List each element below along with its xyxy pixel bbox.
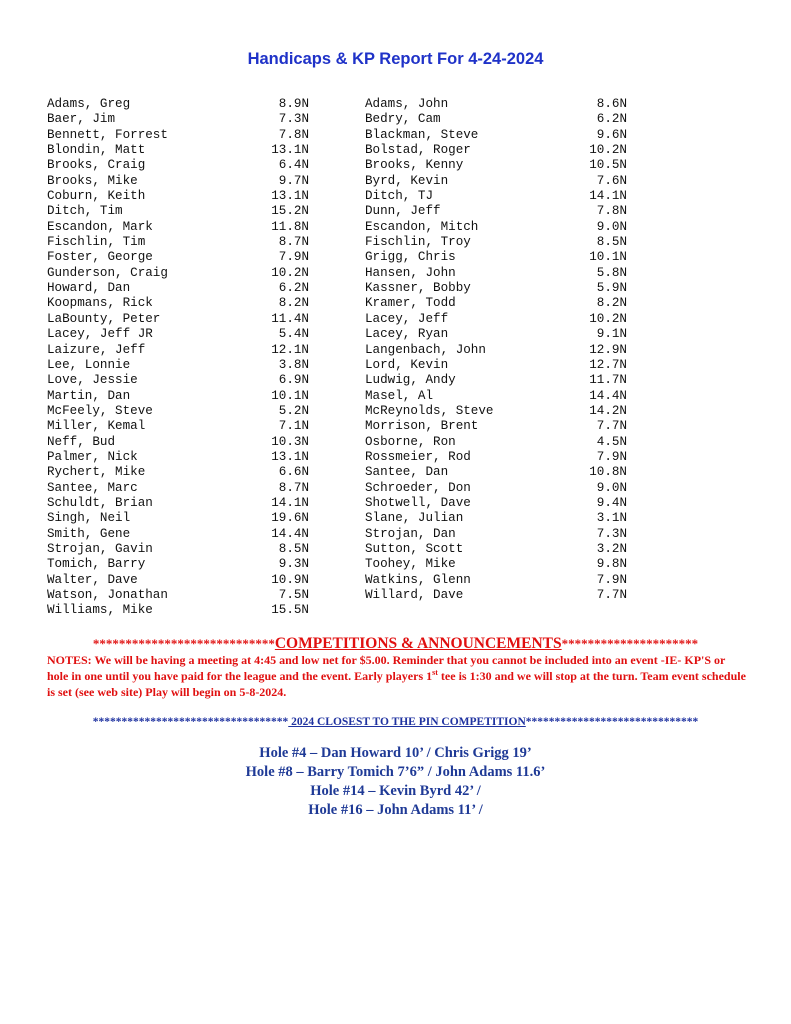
player-name: Palmer, Nick [47, 449, 138, 464]
handicap-row [365, 327, 627, 342]
player-handicap: 7.8N [278, 127, 309, 142]
player-name: Adams, Greg [47, 97, 131, 111]
player-name: Rychert, Mike [47, 465, 146, 480]
player-handicap: 7.3N [278, 112, 309, 127]
player-name: Schroeder, Don [365, 480, 471, 495]
handicap-row [47, 250, 309, 265]
player-name: Slane, Julian [365, 511, 464, 526]
handicap-row [47, 358, 309, 373]
player-handicap: 14.4N [589, 388, 627, 403]
player-handicap: 3.2N [596, 541, 627, 556]
player-name: Gunderson, Craig [47, 265, 168, 280]
player-name: Ditch, Tim [47, 204, 123, 219]
player-handicap: 10.2N [589, 311, 627, 326]
handicap-row [47, 143, 309, 158]
handicap-row [365, 573, 627, 588]
handicap-list-left [47, 97, 309, 619]
player-name: McReynolds, Steve [365, 403, 494, 418]
player-handicap: 7.8N [596, 204, 627, 219]
player-name: Masel, Al [365, 388, 434, 403]
player-name: Ludwig, Andy [365, 373, 456, 388]
player-handicap: 13.1N [271, 189, 309, 204]
player-name: Byrd, Kevin [365, 173, 449, 188]
handicap-row [47, 404, 309, 419]
player-handicap: 8.7N [278, 235, 309, 250]
player-handicap: 3.8N [278, 357, 309, 372]
handicap-row [365, 542, 627, 557]
notes-text-part2: tee is 1:30 and we will stop at the turn. Team event schedule is set (see web site) Play will begin on 5-8-2024. [47, 668, 746, 699]
handicap-row [365, 296, 627, 311]
player-handicap: 8.6N [596, 97, 627, 111]
player-name: Strojan, Dan [365, 526, 456, 541]
player-name: Lacey, Jeff [365, 311, 449, 326]
player-name: Blondin, Matt [47, 143, 146, 158]
player-handicap: 9.0N [596, 219, 627, 234]
handicap-row [47, 266, 309, 281]
handicap-row [365, 358, 627, 373]
player-handicap: 10.2N [589, 143, 627, 158]
announcement-notes [47, 653, 747, 700]
handicap-row [365, 235, 627, 250]
player-name: McFeely, Steve [47, 403, 153, 418]
kp-hole-line: Hole #4 – Dan Howard 10’ / Chris Grigg 19’ [259, 745, 532, 761]
player-name: LaBounty, Peter [47, 311, 161, 326]
player-handicap: 5.4N [278, 327, 309, 342]
player-name: Tomich, Barry [47, 557, 146, 572]
handicap-row [365, 174, 627, 189]
player-name: Miller, Kemal [47, 419, 146, 434]
player-name: Howard, Dan [47, 281, 131, 296]
kp-results [0, 744, 791, 820]
notes-text-part1: NOTES: We will be having a meeting at 4:45 and low net for $5.00. Reminder that you cannot be included into an event -IE- KP'S or hole in one until you have paid for the league and the event. Early players 1 [47, 653, 726, 683]
handicap-row [47, 419, 309, 434]
player-handicap: 8.7N [278, 480, 309, 495]
player-name: Watkins, Glenn [365, 572, 471, 587]
handicap-row [365, 281, 627, 296]
handicap-row [47, 97, 309, 112]
handicap-row [365, 527, 627, 542]
handicap-row [365, 189, 627, 204]
player-handicap: 7.6N [596, 173, 627, 188]
player-name: Rossmeier, Rod [365, 449, 471, 464]
player-name: Bolstad, Roger [365, 143, 471, 158]
player-handicap: 10.8N [589, 465, 627, 480]
player-handicap: 6.6N [278, 465, 309, 480]
handicap-row [47, 128, 309, 143]
handicap-row [365, 557, 627, 572]
handicap-row [47, 158, 309, 173]
handicap-row [365, 465, 627, 480]
handicap-row [365, 204, 627, 219]
player-handicap: 7.7N [596, 588, 627, 602]
player-name: Kassner, Bobby [365, 281, 471, 296]
player-name: Schuldt, Brian [47, 495, 153, 510]
player-handicap: 6.2N [596, 112, 627, 127]
player-name: Brooks, Mike [47, 173, 138, 188]
player-name: Santee, Dan [365, 465, 449, 480]
handicap-row [47, 389, 309, 404]
player-handicap: 12.7N [589, 357, 627, 372]
handicap-row [47, 281, 309, 296]
player-name: Laizure, Jeff [47, 342, 146, 357]
player-name: Baer, Jim [47, 112, 116, 127]
player-name: Walter, Dave [47, 572, 138, 587]
kp-hole-line: Hole #16 – John Adams 11’ / [308, 802, 483, 818]
handicap-row [47, 573, 309, 588]
player-handicap: 15.2N [271, 204, 309, 219]
player-name: Williams, Mike [47, 603, 153, 618]
handicap-row [365, 481, 627, 496]
handicap-row [365, 158, 627, 173]
player-name: Lee, Lonnie [47, 357, 131, 372]
player-name: Adams, John [365, 97, 449, 111]
player-name: Lord, Kevin [365, 357, 449, 372]
handicap-row [47, 527, 309, 542]
handicap-row [365, 97, 627, 112]
player-name: Koopmans, Rick [47, 296, 153, 311]
handicap-row [47, 312, 309, 327]
handicap-row [47, 327, 309, 342]
player-handicap: 10.5N [589, 158, 627, 173]
player-name: Hansen, John [365, 265, 456, 280]
player-handicap: 8.9N [278, 97, 309, 111]
player-handicap: 14.2N [589, 403, 627, 418]
player-name: Fischlin, Tim [47, 235, 146, 250]
player-name: Osborne, Ron [365, 434, 456, 449]
stars-right: ********************* [561, 636, 699, 651]
player-handicap: 7.9N [278, 250, 309, 265]
handicap-row [47, 603, 309, 618]
handicap-row [365, 343, 627, 358]
player-name: Brooks, Kenny [365, 158, 464, 173]
handicap-row [365, 389, 627, 404]
player-handicap: 13.1N [271, 449, 309, 464]
handicap-row [365, 250, 627, 265]
player-handicap: 4.5N [596, 434, 627, 449]
handicap-row [47, 496, 309, 511]
player-handicap: 15.5N [271, 603, 309, 618]
player-handicap: 8.5N [596, 235, 627, 250]
handicap-row [47, 296, 309, 311]
player-handicap: 12.1N [271, 342, 309, 357]
player-name: Watson, Jonathan [47, 588, 168, 602]
player-name: Ditch, TJ [365, 189, 434, 204]
player-handicap: 5.9N [596, 281, 627, 296]
player-name: Lacey, Jeff JR [47, 327, 153, 342]
player-name: Langenbach, John [365, 342, 486, 357]
player-handicap: 8.2N [278, 296, 309, 311]
handicap-row [365, 143, 627, 158]
handicap-row [47, 481, 309, 496]
player-name: Fischlin, Troy [365, 235, 471, 250]
player-name: Bedry, Cam [365, 112, 441, 127]
player-name: Escandon, Mark [47, 219, 153, 234]
player-handicap: 9.3N [278, 557, 309, 572]
player-handicap: 10.9N [271, 572, 309, 587]
handicap-row [365, 112, 627, 127]
player-name: Toohey, Mike [365, 557, 456, 572]
handicap-row [47, 511, 309, 526]
handicap-row [365, 511, 627, 526]
player-handicap: 8.5N [278, 541, 309, 556]
handicap-list-right [365, 97, 627, 603]
player-handicap: 7.7N [596, 419, 627, 434]
player-handicap: 7.3N [596, 526, 627, 541]
player-name: Escandon, Mitch [365, 219, 479, 234]
player-handicap: 9.1N [596, 327, 627, 342]
player-handicap: 10.3N [271, 434, 309, 449]
player-name: Kramer, Todd [365, 296, 456, 311]
player-handicap: 6.2N [278, 281, 309, 296]
handicap-row [365, 404, 627, 419]
player-name: Morrison, Brent [365, 419, 479, 434]
player-handicap: 11.7N [589, 373, 627, 388]
player-handicap: 7.1N [278, 419, 309, 434]
player-handicap: 7.9N [596, 572, 627, 587]
stars-left: **************************** [92, 636, 275, 651]
player-handicap: 7.9N [596, 449, 627, 464]
handicap-row [365, 266, 627, 281]
player-handicap: 19.6N [271, 511, 309, 526]
player-handicap: 9.4N [596, 495, 627, 510]
player-name: Shotwell, Dave [365, 495, 471, 510]
player-handicap: 6.9N [278, 373, 309, 388]
handicap-row [47, 235, 309, 250]
handicap-row [47, 174, 309, 189]
kp-title: 2024 CLOSEST TO THE PIN COMPETITION [288, 716, 526, 728]
player-name: Willard, Dave [365, 588, 464, 602]
player-handicap: 8.2N [596, 296, 627, 311]
player-name: Martin, Dan [47, 388, 131, 403]
player-name: Foster, George [47, 250, 153, 265]
player-handicap: 5.8N [596, 265, 627, 280]
handicap-row [47, 465, 309, 480]
player-handicap: 6.4N [278, 158, 309, 173]
handicap-row [47, 189, 309, 204]
notes-superscript: st [432, 667, 438, 677]
player-handicap: 10.2N [271, 265, 309, 280]
player-handicap: 14.4N [271, 526, 309, 541]
player-name: Grigg, Chris [365, 250, 456, 265]
player-name: Neff, Bud [47, 434, 116, 449]
kp-stars-right: ****************************** [525, 716, 699, 728]
kp-stars-left: ********************************** [92, 716, 289, 728]
handicap-row [365, 588, 627, 603]
handicap-row [47, 373, 309, 388]
handicap-row [365, 220, 627, 235]
player-name: Bennett, Forrest [47, 127, 168, 142]
player-name: Smith, Gene [47, 526, 131, 541]
player-name: Singh, Neil [47, 511, 131, 526]
handicap-row [47, 204, 309, 219]
handicap-row [365, 373, 627, 388]
player-handicap: 10.1N [589, 250, 627, 265]
kp-hole-line: Hole #14 – Kevin Byrd 42’ / [310, 783, 481, 799]
player-handicap: 11.8N [271, 219, 309, 234]
handicap-row [47, 588, 309, 603]
player-name: Love, Jessie [47, 373, 138, 388]
player-handicap: 10.1N [271, 388, 309, 403]
handicap-row [47, 220, 309, 235]
player-handicap: 9.7N [278, 173, 309, 188]
kp-hole-line: Hole #8 – Barry Tomich 7’6” / John Adams 11.6’ [245, 764, 546, 780]
player-name: Coburn, Keith [47, 189, 146, 204]
player-name: Sutton, Scott [365, 541, 464, 556]
player-name: Dunn, Jeff [365, 204, 441, 219]
player-handicap: 9.0N [596, 480, 627, 495]
handicap-row [365, 312, 627, 327]
player-handicap: 14.1N [271, 495, 309, 510]
handicap-row [365, 450, 627, 465]
player-name: Brooks, Craig [47, 158, 146, 173]
handicap-row [47, 112, 309, 127]
player-handicap: 3.1N [596, 511, 627, 526]
handicap-row [365, 128, 627, 143]
handicap-row [47, 435, 309, 450]
competitions-title: COMPETITIONS & ANNOUNCEMENTS [274, 635, 562, 652]
handicap-row [365, 435, 627, 450]
player-handicap: 5.2N [278, 403, 309, 418]
handicap-row [47, 542, 309, 557]
player-handicap: 7.5N [278, 588, 309, 602]
player-name: Blackman, Steve [365, 127, 479, 142]
player-handicap: 11.4N [271, 311, 309, 326]
competitions-heading [0, 635, 791, 653]
handicap-row [365, 419, 627, 434]
handicap-row [47, 557, 309, 572]
player-handicap: 12.9N [589, 342, 627, 357]
player-handicap: 14.1N [589, 189, 627, 204]
handicap-row [47, 343, 309, 358]
player-handicap: 9.6N [596, 127, 627, 142]
handicap-row [365, 496, 627, 511]
kp-heading [0, 716, 791, 728]
player-name: Strojan, Gavin [47, 541, 153, 556]
player-name: Santee, Marc [47, 480, 138, 495]
player-handicap: 13.1N [271, 143, 309, 158]
player-handicap: 9.8N [596, 557, 627, 572]
player-name: Lacey, Ryan [365, 327, 449, 342]
report-title: Handicaps & KP Report For 4-24-2024 [247, 50, 544, 68]
handicap-row [47, 450, 309, 465]
